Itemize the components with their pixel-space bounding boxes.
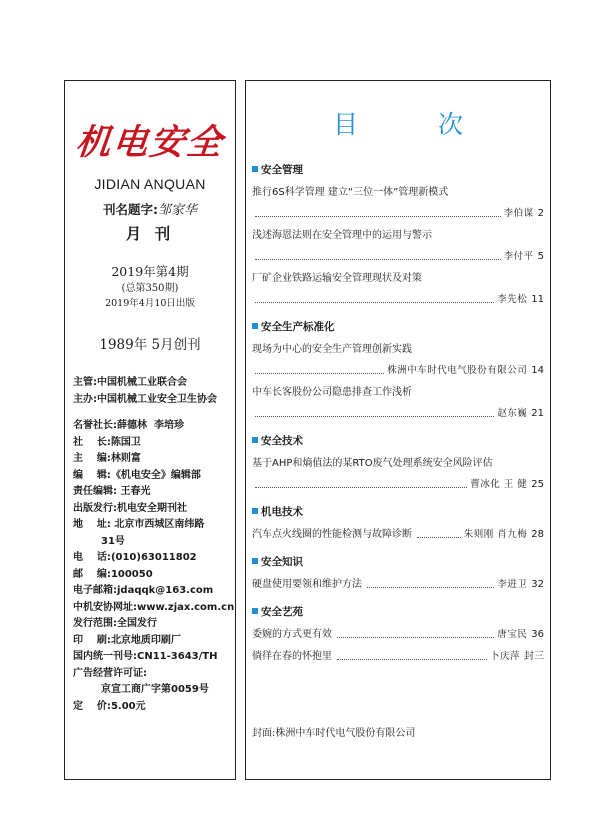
info-row (73, 583, 235, 600)
info-row (73, 616, 235, 633)
journal-pinyin: JIDIAN ANQUAN (94, 176, 206, 192)
section-heading (252, 553, 544, 569)
article-author: 赵东巍 (497, 408, 528, 419)
dot-leader (255, 373, 384, 374)
info-label: 电 话: (73, 552, 111, 563)
article-page: 21 (531, 408, 544, 419)
article-author: 李付平 (503, 251, 534, 262)
article-title[interactable]: 推行6S科学管理 建立“三位一体”管理新模式 (252, 187, 449, 198)
issue-number: 2019年第4期 (111, 264, 189, 279)
info-row (73, 682, 235, 699)
article-page: 25 (531, 479, 544, 490)
article-author: 朱则刚 肖九梅 (463, 529, 528, 540)
info-value: 陈国卫 (110, 436, 141, 448)
info-value: 林则富 (110, 453, 141, 464)
article-author: 李先松 (497, 294, 528, 305)
article-title[interactable]: 厂矿企业铁路运输安全管理现状及对策 (252, 273, 422, 284)
section-marker-icon (252, 323, 258, 329)
info-label: 社 长: (73, 436, 111, 448)
toc-entry[interactable] (252, 628, 544, 641)
inscription-signature: 邹家华 (157, 203, 197, 218)
toc-entry[interactable] (252, 478, 544, 491)
dot-leader (417, 537, 461, 538)
info-row (73, 534, 235, 551)
info-row (73, 567, 235, 584)
toc-entry[interactable] (252, 578, 544, 591)
cover-credit: 封面:株洲中车时代电气股份有限公司 (252, 728, 416, 739)
dot-leader (255, 259, 501, 260)
info-row (73, 468, 235, 485)
toc-section (252, 432, 544, 491)
info-label: 责任编辑: (73, 486, 117, 497)
contents-panel (245, 80, 551, 780)
section-heading (252, 161, 544, 177)
info-value: 中国机械工业安全卫生协会 (97, 393, 217, 405)
info-label: 地 址: (73, 519, 111, 530)
info-row (73, 451, 235, 468)
toc-entry[interactable] (252, 293, 544, 306)
contents-title: 目 次 (333, 110, 499, 139)
info-label: 邮 编: (73, 568, 111, 580)
toc-entry[interactable] (252, 407, 544, 420)
dot-leader (255, 302, 494, 303)
dot-leader (255, 416, 494, 417)
article-author: 株洲中车时代电气股份有限公司 (387, 365, 528, 376)
info-value: 5.00元 (110, 700, 146, 712)
dot-leader (337, 659, 487, 660)
info-label: 中机安协网址: (73, 601, 137, 613)
article-page: 36 (531, 629, 544, 640)
article-title[interactable]: 汽车点火线圈的性能检测与故障诊断 (252, 529, 412, 540)
article-page: 封三 (524, 651, 544, 662)
journal-title-logo: 机电安全 (73, 122, 226, 163)
info-value: 北京地质印刷厂 (110, 634, 181, 646)
section-name: 机电技术 (261, 505, 303, 518)
founded-date: 1989年 5月创刊 (99, 337, 201, 353)
section-name: 安全艺苑 (261, 605, 303, 618)
info-row (73, 699, 235, 716)
toc-entry[interactable] (252, 207, 544, 220)
section-name: 安全技术 (261, 434, 303, 447)
info-row (73, 633, 235, 650)
article-author: 曹冰化 王 健 (470, 479, 528, 490)
toc-section (252, 318, 544, 420)
section-marker-icon (252, 558, 258, 564)
section-marker-icon (252, 437, 258, 443)
publication-info (73, 375, 235, 715)
info-label: 主 编: (73, 453, 111, 464)
article-page: 28 (531, 529, 544, 540)
info-value: (010)63011802 (110, 552, 197, 563)
info-label: 国内统一刊号: (73, 651, 137, 662)
article-page: 11 (531, 294, 544, 305)
info-label: 广告经营许可证: (73, 667, 147, 679)
toc-entry[interactable] (252, 364, 544, 377)
info-value: 100050 (110, 568, 153, 580)
table-of-contents (252, 159, 544, 663)
info-value: CN11-3643/TH (137, 651, 218, 662)
info-label: 印 刷: (73, 634, 111, 646)
info-value: 《机电安全》编辑部 (110, 469, 201, 481)
info-value: 全国发行 (117, 618, 157, 629)
toc-entry[interactable] (252, 528, 544, 541)
info-row (73, 666, 235, 683)
article-author: 卜庆萍 (489, 651, 520, 662)
info-row (73, 550, 235, 567)
toc-section (252, 603, 544, 663)
article-title[interactable]: 现场为中心的安全生产管理创新实践 (252, 344, 412, 355)
info-row (73, 501, 235, 518)
article-author: 李伯谋 (503, 208, 534, 219)
toc-entry[interactable] (252, 650, 544, 663)
info-label: 主办: (73, 393, 97, 405)
info-label: 发行范围: (73, 618, 117, 629)
dot-leader (255, 487, 467, 488)
info-label: 定 价: (73, 700, 111, 712)
section-heading (252, 603, 544, 619)
info-row (73, 392, 235, 409)
section-heading (252, 432, 544, 448)
article-title[interactable]: 浅述海恩法则在安全管理中的运用与警示 (252, 230, 432, 241)
article-title[interactable]: 基于AHP和熵值法的某RTO废气处理系统安全风险评估 (252, 458, 493, 469)
article-title[interactable]: 中车长客股份公司隐患排查工作浅析 (252, 387, 412, 398)
section-name: 安全管理 (261, 163, 303, 176)
article-author: 李进卫 (497, 579, 528, 590)
dot-leader (255, 216, 501, 217)
info-label: 名誉社长: (73, 420, 117, 431)
info-label: 主管: (73, 377, 97, 388)
section-marker-icon (252, 608, 258, 614)
publication-frequency: 月 刊 (125, 225, 175, 243)
article-page: 5 (537, 251, 544, 262)
title-inscription (65, 199, 235, 218)
info-value: 31号 (101, 535, 125, 547)
info-row (73, 375, 235, 392)
dot-leader (367, 587, 494, 588)
section-heading (252, 318, 544, 334)
info-label: 电子邮箱: (73, 585, 117, 596)
info-row (73, 484, 235, 501)
info-value: 北京市西城区南纬路 (110, 519, 205, 530)
info-value: jdaqqk@163.com (117, 585, 214, 596)
info-value: 王春光 (117, 486, 151, 497)
article-page: 2 (537, 208, 544, 219)
article-page: 14 (531, 365, 544, 376)
toc-section (252, 503, 544, 541)
info-row (73, 418, 235, 435)
toc-entry[interactable] (252, 250, 544, 263)
info-value: www.zjax.com.cn (137, 601, 235, 613)
inscription-label: 刊名题字: (102, 202, 158, 217)
info-value: 京宣工商广字第0059号 (101, 684, 209, 695)
info-label: 编 辑: (73, 469, 111, 481)
info-row (73, 649, 235, 666)
section-marker-icon (252, 508, 258, 514)
masthead-panel (64, 80, 236, 780)
article-author: 唐宝民 (497, 629, 528, 640)
info-value: 中国机械工业联合会 (97, 377, 187, 388)
section-marker-icon (252, 166, 258, 172)
publish-date: 2019年4月10日出版 (105, 298, 195, 309)
toc-section (252, 553, 544, 591)
info-value: 薛德林 李培珍 (117, 420, 184, 431)
section-name: 安全知识 (261, 555, 303, 568)
section-heading (252, 503, 544, 519)
article-page: 32 (531, 579, 544, 590)
article-title[interactable]: 硬盘使用要领和维护方法 (252, 579, 362, 590)
info-row (73, 517, 235, 534)
article-title[interactable]: 徜徉在春的怀抱里 (252, 651, 332, 662)
info-row (73, 600, 235, 617)
toc-section (252, 161, 544, 306)
section-name: 安全生产标准化 (261, 320, 335, 333)
info-label: 出版发行: (73, 502, 117, 514)
info-row (73, 435, 235, 452)
dot-leader (337, 637, 494, 638)
total-issue-number: (总第350期) (121, 283, 179, 294)
info-value: 机电安全期刊社 (117, 502, 187, 514)
article-title[interactable]: 委婉的方式更有效 (252, 629, 332, 640)
